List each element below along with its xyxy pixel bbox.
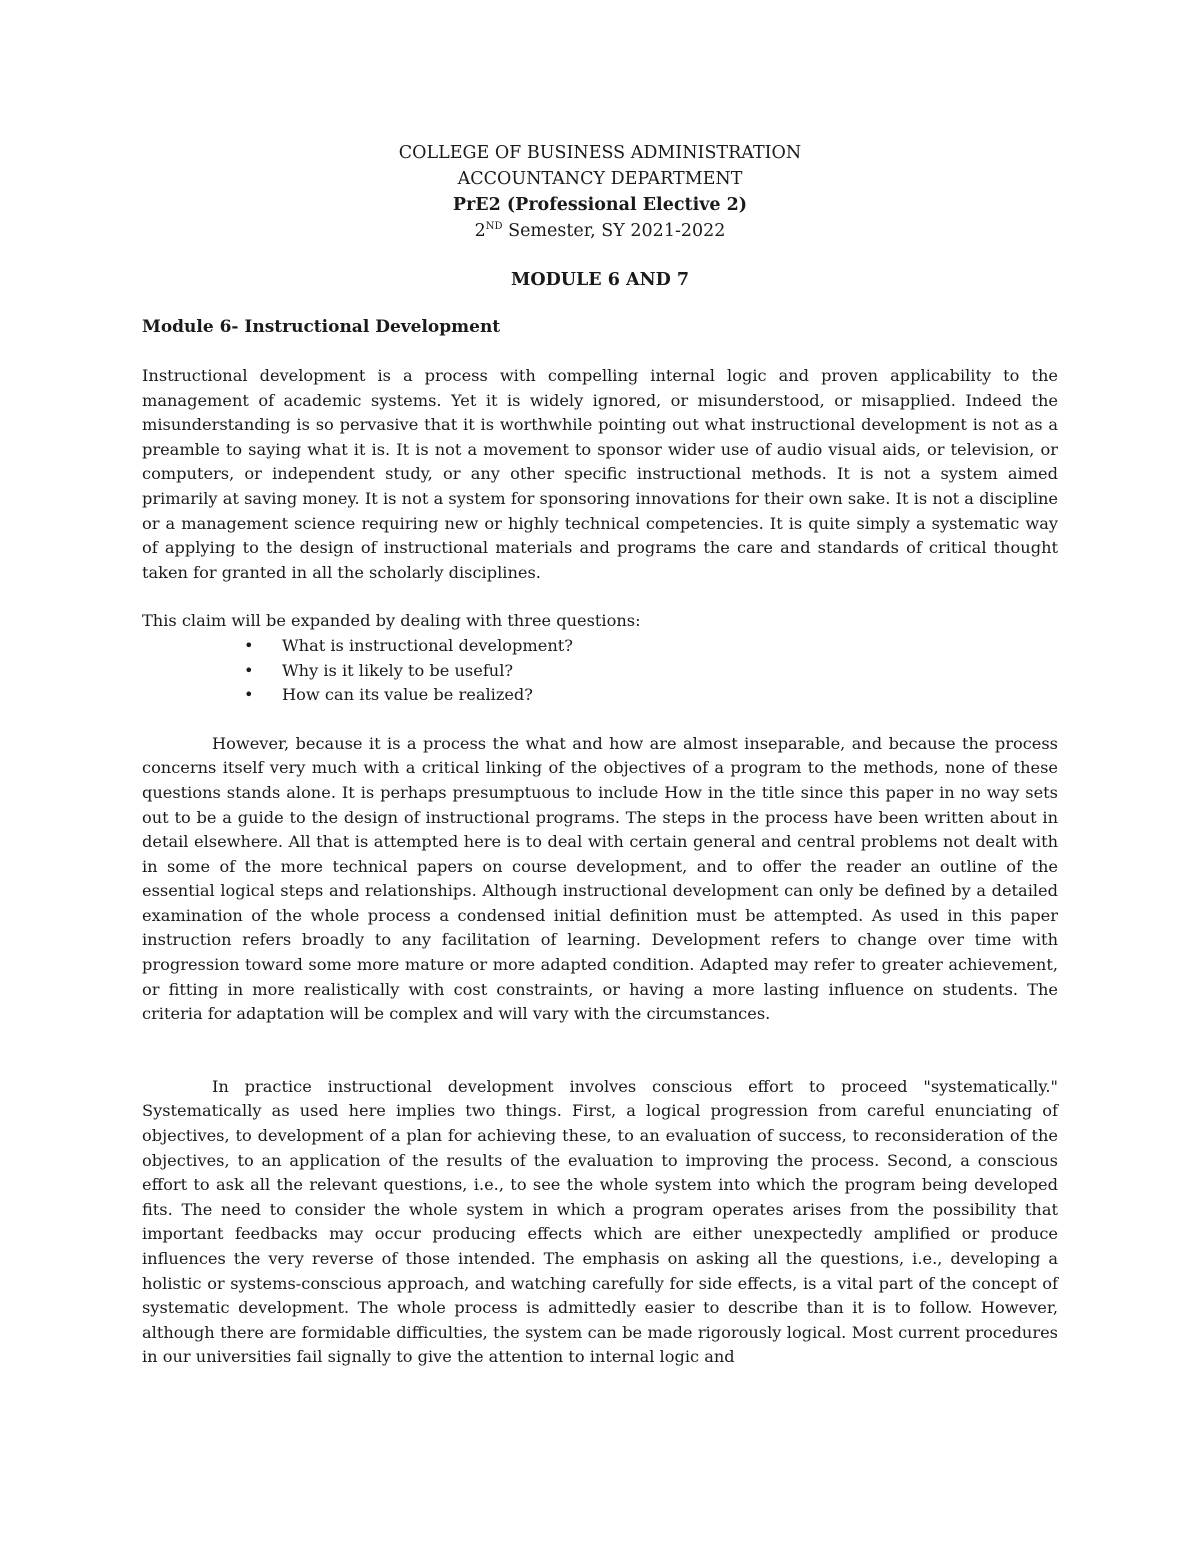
list-item-text: What is instructional development? <box>282 635 573 655</box>
list-item-text: How can its value be realized? <box>282 685 533 705</box>
paragraph-questions-lead: This claim will be expanded by dealing with three questions: <box>142 611 641 631</box>
list-item <box>240 634 1058 659</box>
bullet-icon: • <box>244 660 254 680</box>
bullet-icon: • <box>244 685 254 705</box>
module-title: MODULE 6 AND 7 <box>510 270 690 290</box>
semester-number: 2 <box>474 221 486 241</box>
semester-suffix: ND <box>485 221 503 232</box>
college-name: COLLEGE OF BUSINESS ADMINISTRATION <box>398 143 802 163</box>
document-header <box>142 140 1058 293</box>
list-item-text: Why is it likely to be useful? <box>282 660 514 680</box>
list-item <box>240 683 1058 708</box>
list-item <box>240 659 1058 684</box>
bullet-icon: • <box>244 635 254 655</box>
course-title: PrE2 (Professional Elective 2) <box>452 195 748 215</box>
question-list <box>142 634 1058 708</box>
paragraph-however: However, because it is a process the what and how are almost inseparable, and because the process concerns itself very much with a critical linking of the objectives of a program to the methods, none of these questions stands alone. It is perhaps presumptuous to include How in the title since this paper in no way sets out to be a guide to the design of instructional programs. The steps in the process have been written about in detail elsewhere. All that is attempted here is to deal with certain general and central problems not dealt with in some of the more technical papers on course development, and to offer the reader an outline of the essential logical steps and relationships. Although instructional development can only be defined by a detailed examination of the whole process a condensed initial definition must be attempted. As used in this paper instruction refers broadly to any facilitation of learning. Development refers to change over time with progression toward some more mature or more adapted condition. Adapted may refer to greater achievement, or fitting in more realistically with cost constraints, or having a more lasting influence on students. The criteria for adaptation will be complex and will vary with the circumstances. <box>142 733 1058 1024</box>
semester-line <box>142 218 1058 244</box>
department-name: ACCOUNTANCY DEPARTMENT <box>457 169 743 189</box>
paragraph-in-practice: In practice instructional development involves conscious effort to proceed "systematically." Systematically as used here implies two things. First, a logical progression from careful enunciating of objectives, to development of a plan for achieving these, to an evaluation of success, to reconsideration of the objectives, to an application of the results of the evaluation to improving the process. Second, a conscious effort to ask all the relevant questions, i.e., to see the whole system into which the program being developed fits. The need to consider the whole system in which a program operates arises from the possibility that important feedbacks may occur producing effects which are either unexpectedly amplified or produce influences the very reverse of those intended. The emphasis on asking all the questions, i.e., developing a holistic or systems-conscious approach, and watching carefully for side effects, is a vital part of the concept of systematic development. The whole process is admittedly easier to describe than it is to follow. However, although there are formidable difficulties, the system can be made rigorously logical. Most current procedures in our universities fail signally to give the attention to internal logic and <box>142 1076 1058 1367</box>
paragraph-intro: Instructional development is a process with compelling internal logic and proven applicability to the management of academic systems. Yet it is widely ignored, or misunderstood, or misapplied. Indeed the misunderstanding is so pervasive that it is worthwhile pointing out what instructional development is not as a preamble to saying what it is. It is not a movement to sponsor wider use of audio visual aids, or television, or computers, or independent study, or any other specific instructional methods. It is not a system aimed primarily at saving money. It is not a system for sponsoring innovations for their own sake. It is not a discipline or a management science requiring new or highly technical competencies. It is quite simply a systematic way of applying to the design of instructional materials and programs the care and standards of critical thought taken for granted in all the scholarly disciplines. <box>142 366 1058 582</box>
section-heading: Module 6- Instructional Development <box>142 317 501 337</box>
document-page <box>142 140 1058 1370</box>
semester-text: Semester, SY 2021-2022 <box>502 221 726 241</box>
